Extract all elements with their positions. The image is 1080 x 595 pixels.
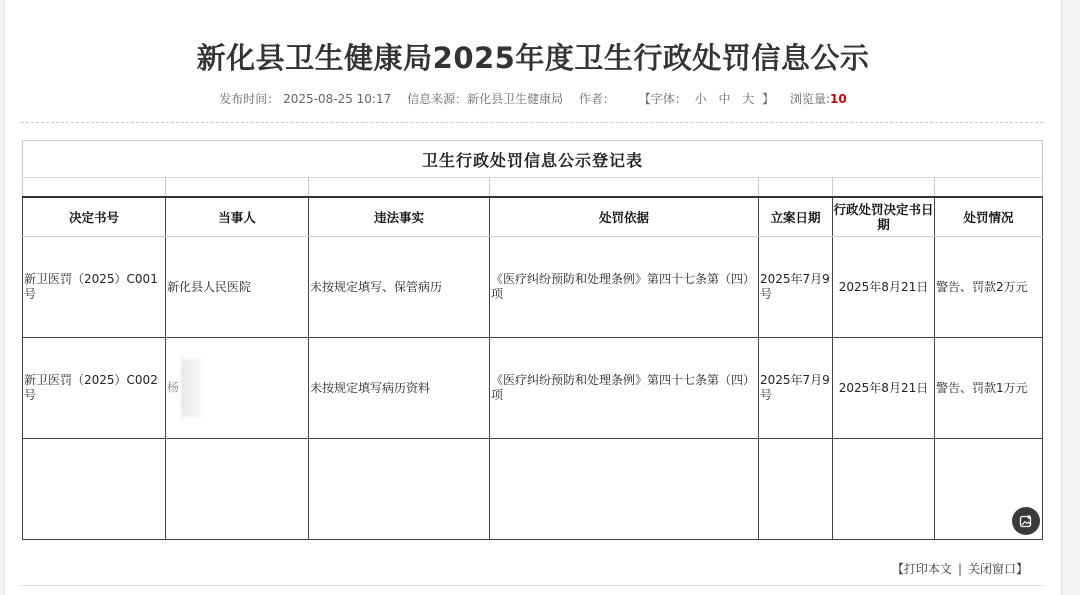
page-title: 新化县卫生健康局2025年度卫生行政处罚信息公示: [196, 41, 870, 75]
cell-number: 新卫医罚（2025）C001号: [23, 237, 166, 338]
font-large-button[interactable]: 大: [742, 92, 755, 106]
image-edit-icon: [1019, 514, 1033, 528]
cell-basis: 《医疗纠纷预防和处理条例》第四十七条第（四）项: [490, 237, 759, 338]
table-caption: 卫生行政处罚信息公示登记表: [23, 141, 1043, 178]
cell-fact: 未按规定填写、保管病历: [309, 237, 490, 338]
footer-links: 【打印本文 | 关闭窗口】: [891, 562, 1028, 576]
col-header-party: 当事人: [166, 197, 309, 237]
table-row: [23, 237, 1043, 338]
party-name-partial: 杨: [167, 380, 180, 395]
image-edit-button[interactable]: [1012, 507, 1040, 535]
cell-filed: 2025年7月9号: [759, 338, 833, 439]
cell-decided: 2025年8月21日: [833, 338, 935, 439]
cell-fact: 未按规定填写病历资料: [309, 338, 490, 439]
cell-party: [166, 338, 309, 439]
col-header-filed: 立案日期: [759, 197, 833, 237]
font-small-button[interactable]: 小: [694, 92, 707, 106]
publish-info: 发布时间： 2025-08-25 10:17: [219, 92, 392, 106]
col-header-fact: 违法事实: [309, 197, 490, 237]
page: [4, 0, 1062, 595]
table-row-empty: [23, 439, 1043, 540]
cell-basis: 《医疗纠纷预防和处理条例》第四十七条第（四）项: [490, 338, 759, 439]
article-meta: [5, 90, 1061, 107]
divider: [21, 122, 1043, 123]
author-info: 作者：: [578, 92, 615, 106]
table-row: [23, 338, 1043, 439]
col-header-basis: 处罚依据: [490, 197, 759, 237]
col-header-number: 决定书号: [23, 197, 166, 237]
source-info: 信息来源：新化县卫生健康局: [407, 92, 564, 106]
print-link[interactable]: 【打印本文: [891, 562, 952, 576]
col-header-penalty: 处罚情况: [935, 197, 1043, 237]
cell-penalty: 警告、罚款1万元: [935, 338, 1043, 439]
font-size-switch: 【字体： 小 中 大 】: [638, 92, 775, 106]
penalty-table: [22, 140, 1042, 540]
font-medium-button[interactable]: 中: [718, 92, 731, 106]
cell-number: 新卫医罚（2025）C002号: [23, 338, 166, 439]
cell-filed: 2025年7月9号: [759, 237, 833, 338]
col-header-decided: 行政处罚决定书日期: [833, 197, 935, 237]
cell-penalty: 警告、罚款2万元: [935, 237, 1043, 338]
cell-decided: 2025年8月21日: [833, 237, 935, 338]
redaction-blur: [181, 359, 207, 417]
table-header-row: [23, 197, 1043, 237]
view-count: 浏览量:10: [789, 92, 847, 106]
close-window-link[interactable]: 关闭窗口】: [967, 562, 1028, 576]
footer-divider: [21, 585, 1043, 586]
cell-party: 新化县人民医院: [166, 237, 309, 338]
